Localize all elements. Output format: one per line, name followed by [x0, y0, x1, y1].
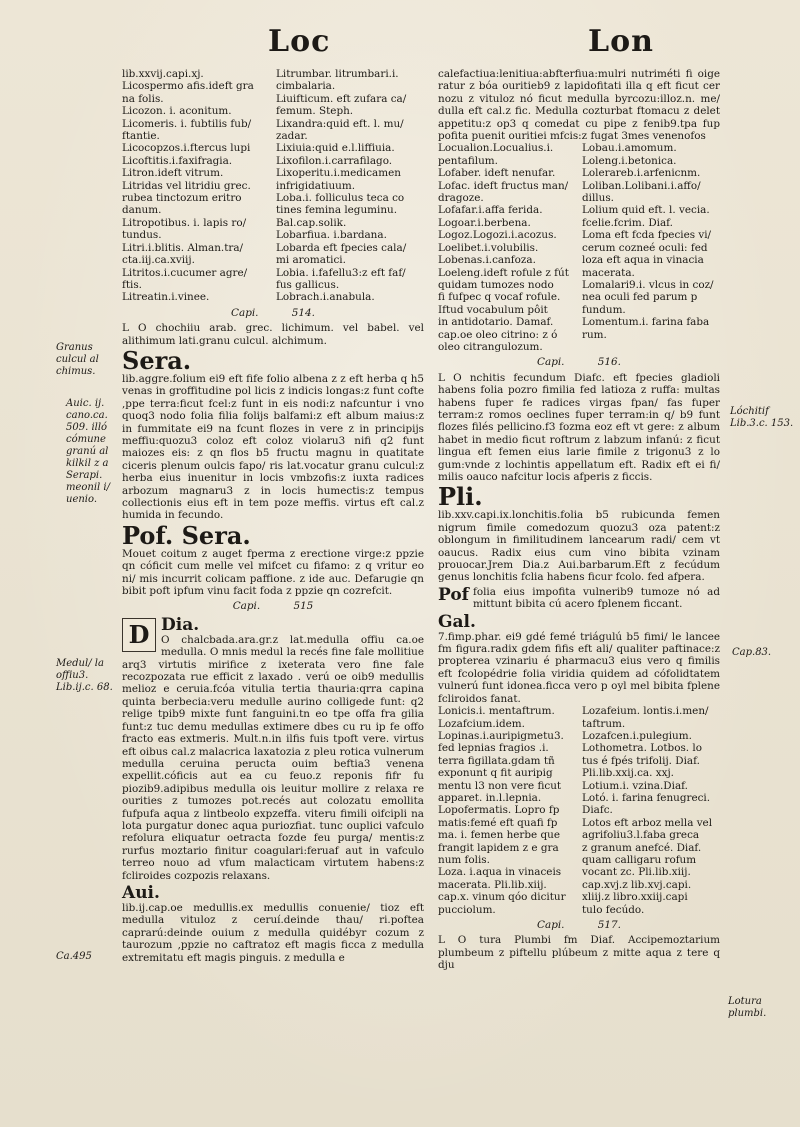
glossary-line: Lobau.i.amomum.	[582, 142, 677, 155]
glossary-line: Lofac. ideft fructus man/	[438, 179, 569, 192]
glossary-line: cap.xvj.z lib.xvj.capi.	[582, 878, 692, 891]
glossary-subcolumn-b	[276, 68, 424, 304]
glossary-line: Litrumbar. litrumbari.i.	[276, 68, 399, 80]
glossary-line: Lomentum.i. farina faba	[582, 316, 710, 329]
glossary-line: Iftud vocabulum pôit	[438, 303, 548, 316]
glossary-line: Litritos.i.cucumer agre/	[122, 266, 248, 279]
glossary-subcolumn-e	[438, 705, 576, 916]
glossary-line: tulo fecúdo.	[582, 903, 645, 916]
glossary-line: fundum.	[582, 303, 626, 316]
entry-sera-text: lib.aggre.folium ei9 eft fife folio albena z z eft herba q h5 venas in groffitudine pol licis z indicis longas:z funt cofte ,ppe terra:ficut fcel:z funt in eis nodi:z nafcuntur i vno quoq3 nodo folia filia folijs balfami:z eft album maius:z in fummitate ei9 na fcunt flozes in vere z in principijs meffiu:quozu3 coloz eft coloz violaru3 nifi q2 funt maiozes eis: z qn flos b5 fructu magnu in quatitate ciceris plenum oulcis fapo/ ris lat.vocatur granu culcul:z herba eius inuenitur in locis vmbzofis:z iuxta radices arbozum magnaru3 z in locis humectis:z tempus collectionis eius eft in tem poze meffis. virtus eft cal.z humida in fecundo.	[122, 372, 424, 522]
glossary-subcolumn-c	[438, 142, 576, 353]
section-sera	[122, 345, 424, 375]
section-pof	[438, 586, 720, 611]
glossary-line: Lobrach.i.anabula.	[276, 291, 375, 304]
glossary-line: Loelibet.i.volubilis.	[438, 241, 539, 254]
glossary-line: fus gallicus.	[276, 278, 340, 291]
glossary-line: Lixandra:quid eft. l. mu/	[276, 117, 404, 130]
section-posi-sera	[122, 520, 424, 550]
entry-dia-text: O chalcbada.ara.gr.z lat.medulla offiu ca.oe medulla. O mnis medul la recés fine fale mollitiue arq3 virtutis mirifice z ixeterata vero fine fale recozpozata rue efficit z laxado . verú oe oib9 medullis melioz e ceruia.fcóa vitulia tertia thauria:qrra capina quinta berbecia:veru medulle aurino colligede funt: q2 relige tpib9 mixte funt fanguini.tn eo tpe offa fra gilia funt:z tuc demu medullas extimere dbes cu ru ip fe offo fracto eas extmeris. Mult.n.in ilfis fuis tpoft vere. virtus eft oibus cal.z malacrica laxatozia z pleu rotica vulnerum medulla ceruina peructa ouim beftia3 venena expellit.cóficis aut ea cu feuo.z reponis fifr fu piozib9.adipibus medulla ois leuitur mollire z relaxa re ourities z tumozes pot.recés aut colozatu emollita fufpufa aqua z lintbeolo expzeffa. viteru fimili oifcipli na lota purgatur donec aqua puriozfiat. tunc ouplici vafculo refolura eliquatur oetracta fozde feu purga/ mentis:z rurfus moztario finitur coagulari:feruaf aut in vafculo terreo nouo ad vfum malacticam virtutem habens:z fcliroides cozpozis relaxans.	[122, 633, 424, 882]
glossary-line: Logoar.i.berbena.	[438, 216, 531, 229]
section-head-posi-sera: Pof. Sera.	[122, 520, 251, 550]
glossary-line: na folis.	[122, 92, 164, 105]
section-gal	[438, 613, 720, 631]
glossary-line: Licomeris. i. fubtilis fub/	[122, 117, 252, 130]
glossary-line: nea oculi fed parum p	[582, 291, 698, 304]
glossary-two-column-a	[122, 68, 424, 304]
glossary-line: Lopinas.i.auripigmetu3.	[438, 729, 564, 742]
glossary-line: mi aromatici.	[276, 254, 346, 267]
entry-lonchitis-text: L O nchitis fecundum Diafc. eft fpecies gladioli habens folia pozro fimilia fed latioza z ruffa: multas habens fuper fe radices virgas fpan/ fas fuper terram:z romos oeclines fuper terram:in q/ b9 funt flozes filés pellicino.f3 fozma eoz eft vt gere: z album habet in medio ficut roftrum z labzum infanú: z ficut lingua eft femen eius larie fimile z trigonu3 z lo gum:vnde z lochintis appellatum eft. Radix eft ei fi/ milis oauco nafcitur locis afperis z ficcis.	[438, 371, 720, 483]
glossary-line: danum.	[122, 204, 162, 217]
glossary-line: Lolerareb.i.arfenicnm.	[582, 167, 701, 180]
glossary-line: Litri.i.blitis. Alman.tra/	[122, 241, 244, 254]
glossary-line: Licocopzos.i.ftercus lupi	[122, 142, 251, 155]
glossary-line: Lotium.i. vzina.Diaf.	[582, 779, 688, 792]
glossary-line: Lolium quid eft. l. vecia.	[582, 204, 710, 217]
glossary-line: macerata. Pli.lib.xiij.	[438, 878, 547, 891]
glossary-line: rubea tinctozum eritro	[122, 192, 242, 205]
glossary-two-column-c	[438, 705, 720, 916]
entry-gal-text: 7.fimp.phar. ei9 gdé femé triágulú b5 fimi/ le lancee fm figura.radix gdem fifis eft ali/ qualiter paftinace:z propterea vzinariu é pharmacu3 eius vero q fimilis eft fcolopédrie folia viridia quidem ad cófolidtatem vulnerú funt idonea.ficca vero p oyl mel bibita fplene fcliroidos fanat.	[438, 630, 720, 705]
glossary-line: z granum anefcé. Diaf.	[582, 841, 702, 854]
glossary-line: fi fufpec q vocaf rofule.	[438, 291, 561, 304]
glossary-line: in antidotario. Damaf.	[438, 316, 554, 329]
glossary-line: Lotó. i. farina fenugreci.	[582, 791, 711, 804]
glossary-line: Litropotibus. i. lapis ro/	[122, 216, 247, 229]
glossary-line: Lobarfiua. i.bardana.	[276, 229, 387, 242]
chapter-heading-516	[438, 356, 720, 368]
glossary-line: quidam tumozes nodo	[438, 278, 554, 291]
glossary-line: Diafc.	[582, 804, 613, 817]
running-head-left: Loc	[268, 24, 331, 59]
glossary-line: dragoze.	[438, 192, 484, 205]
glossary-line: zadar.	[276, 130, 308, 143]
margin-note: Ca.495	[56, 951, 92, 962]
running-head-right: Lon	[588, 24, 654, 59]
entry-dia-block	[122, 616, 424, 882]
section-head-aui: Aui.	[122, 882, 160, 903]
glossary-line: cimbalaria.	[276, 80, 336, 93]
entry-pli-text: lib.xxv.capi.ix.lonchitis.folia b5 rubicunda femen nigrum fimile comedozum quozu3 oza patent:z oblongum in fimilitudinem lancearum radi/ cem vt oaucus. Radix eius cum vino bibita vzinam prouocar.Jrem Dia.z Aui.barbarum.Eft z fecúdum genus lonchitis fclia habens ficur fcolo. fed afpera.	[438, 509, 720, 584]
chapter-label: Capi.	[537, 919, 565, 931]
glossary-subcolumn-a	[122, 68, 270, 304]
glossary-line: Loleng.i.betonica.	[582, 154, 677, 167]
margin-note: Lotura plumbi.	[728, 996, 767, 1019]
glossary-line: loza eft aqua in vinacia	[582, 254, 704, 267]
glossary-line: Litreatin.i.vinee.	[122, 291, 210, 304]
glossary-line: Liuifticum. eft zufara ca/	[276, 92, 407, 105]
glossary-line: Lomalari9.i. vlcus in coz/	[582, 278, 714, 291]
glossary-line: Litron.ideft vitrum.	[122, 167, 224, 180]
glossary-line: Licozon. i. aconitum.	[122, 105, 232, 118]
glossary-line: tus é fpés trifolij. Diaf.	[582, 754, 700, 767]
glossary-line: Lofaber. ideft nenufar.	[438, 167, 556, 180]
glossary-line: Lixofilon.i.carrafilago.	[276, 154, 393, 167]
entry-medulla-continued: calefactiua:lenitiua:abfterfiua:mulri nutriméti fi oige ratur z bóa ouritieb9 z lapidofitati illa q eft ficut cer nozu z vituloz nó ficut medulla byrcozu:illoz.n. me/ dulla eft cal.z fic. Medulla cozturbat ftomacu z delet appetitu:z op3 q comedat cu pipe z fenib9.tpa fup pofita puenit ouritiei mfcis:z fugat 3mes venenofos	[438, 68, 720, 143]
margin-note: Lóchitif Lib.3.c. 153.	[730, 406, 794, 429]
section-head-pof: Pof	[438, 584, 469, 605]
glossary-line: Pli.lib.xxij.ca. xxj.	[582, 767, 674, 780]
glossary-line: ftis.	[122, 278, 142, 291]
glossary-line: Bal.cap.solik.	[276, 216, 347, 229]
glossary-line: agrifoliu3.l.faba greca	[582, 829, 700, 842]
glossary-line: Loliban.Lolibani.i.affo/	[582, 179, 701, 192]
section-head-sera: Sera.	[122, 345, 192, 375]
glossary-line: Loeleng.ideft rofule z fút	[438, 266, 569, 279]
chapter-number: 514.	[291, 306, 315, 319]
glossary-line: Lonicis.i. mentaftrum.	[438, 705, 555, 718]
glossary-subcolumn-f	[582, 705, 720, 916]
glossary-line: vocant zc. Pli.lib.xiij.	[582, 866, 691, 879]
chapter-number: 515	[293, 600, 314, 613]
section-pli	[438, 482, 720, 512]
glossary-line: xliij.z libro.xxiij.capi	[582, 891, 688, 904]
glossary-line: Lotos eft arboz mella vel	[582, 816, 713, 829]
entry-posi-sera-text: Mouet coitum z auget fperma z erectione virge:z ppzie qn cóficit cum melle vel mifcet cu fifamo: z q vritur eo ni/ mis incurrit colicam paffione. z ide auc. Defarugie qn bibit poft ipfum vinu facit foda z ppzie qn cozrefcit.	[122, 547, 424, 598]
glossary-line: num folis.	[438, 853, 490, 866]
decorated-initial-letter: D	[122, 618, 156, 652]
glossary-line: Lozafcen.i.pulegium.	[582, 729, 692, 742]
glossary-line: Lofafar.i.affa ferida.	[438, 204, 543, 217]
glossary-line: cap.x. vinum qóo dicitur	[438, 891, 566, 904]
glossary-line: frangit lapidem z e gra	[438, 841, 559, 854]
glossary-subcolumn-d	[582, 142, 720, 353]
glossary-line: cerum cozneé oculi: fed	[582, 241, 708, 254]
glossary-line: fcelie.fcrim. Diaf.	[582, 216, 673, 229]
margin-note: Auic. ij. cano.ca. 509. illó cómune granú al kilkil z a Serapi. meonil i/ uenio.	[66, 398, 111, 505]
left-column	[122, 68, 424, 964]
glossary-line: lib.xxvij.capi.xj.	[122, 68, 204, 80]
glossary-line: terra figillata.gdam tñ	[438, 754, 555, 767]
glossary-line: Lobia. i.fafellu3:z eft faf/	[276, 266, 406, 279]
glossary-line: femum. Steph.	[276, 105, 354, 118]
glossary-line: Loza. i.aqua in vinaceis	[438, 866, 562, 879]
glossary-line: infrigidatiuum.	[276, 179, 356, 192]
glossary-line: fed lepnias fragios .i.	[438, 742, 549, 755]
glossary-line: Lozafeium. lontis.i.men/	[582, 705, 709, 718]
section-head-pli: Pli.	[438, 482, 483, 512]
glossary-line: Licospermo afis.ideft gra	[122, 80, 254, 93]
glossary-line: Litridas vel litridiu grec.	[122, 179, 251, 192]
glossary-line: apparet. in.l.lepnia.	[438, 791, 542, 804]
entry-pof-text: folia eius impofita vulnerib9 tumoze nó ad mittunt bibita cú acero fplenem ficcant.	[472, 585, 720, 611]
entry-lotura-text: L O tura Plumbi fm Diaf. Accipemoztarium plumbeum z piftellu plúbeum z mitte aqua z tere q dju	[438, 934, 720, 972]
margin-note: Granus culcul al chimus.	[56, 342, 99, 377]
glossary-line: Loma eft fcda fpecies vi/	[582, 229, 712, 242]
glossary-line: tines femina leguminu.	[276, 204, 398, 217]
glossary-line: ftantie.	[122, 130, 160, 143]
glossary-line: pentafilum.	[438, 154, 498, 167]
margin-note: Medul/ la offiu3. Lib.ij.c. 68.	[56, 658, 113, 693]
entry-lochochium-intro: L O chochiiu arab. grec. lichimum. vel babel. vel alithimum lati.granu culcul. alchimum.	[122, 322, 424, 347]
chapter-heading-514	[122, 307, 424, 319]
chapter-label: Capi.	[231, 306, 259, 319]
glossary-line: Lixoperitu.i.medicamen	[276, 167, 401, 180]
chapter-number: 516.	[597, 356, 621, 369]
glossary-line: Logoz.Logozi.i.acozus.	[438, 229, 557, 242]
glossary-line: Lozafcium.idem.	[438, 717, 525, 730]
entry-aui-text: lib.ij.cap.oe medullis.ex medullis conuenie/ tioz eft medulla vituloz z ceruí.deinde thau/ ri.poftea caprarú:deinde ouium z medulla quidébyr cozum z taurozum ,ppzie no caftratoz eft magis ficca z medulla extremitatu eft magis pinguis. z medulla e	[122, 901, 424, 964]
chapter-label: Capi.	[232, 600, 261, 613]
glossary-line: Lothometra. Lotbos. lo	[582, 742, 702, 755]
chapter-number: 517.	[597, 919, 621, 931]
glossary-line: quam calligaru rofum	[582, 853, 697, 866]
glossary-line: cap.oe oleo citrino: z ó	[438, 328, 558, 341]
section-aui	[122, 884, 424, 902]
glossary-line: pucciolum.	[438, 903, 496, 916]
glossary-line: matis:femé eft quafi fp	[438, 816, 558, 829]
chapter-heading-517	[438, 919, 720, 931]
chapter-heading-515	[122, 600, 424, 612]
chapter-label: Capi.	[537, 356, 565, 369]
glossary-line: tundus.	[122, 229, 162, 242]
glossary-line: cta.iij.ca.xviij.	[122, 254, 195, 267]
margin-note: Cap.83.	[732, 647, 772, 658]
glossary-line: Lopofermatis. Lopro fp	[438, 804, 560, 817]
glossary-line: exponunt q fit auripig	[438, 767, 553, 780]
glossary-line: rum.	[582, 328, 607, 341]
glossary-line: Loba.i. folliculus teca co	[276, 192, 405, 205]
glossary-line: taftrum.	[582, 717, 626, 730]
glossary-line: Locualion.Locualius.i.	[438, 142, 554, 155]
glossary-line: Lixiuia:quid e.l.liffiuia.	[276, 142, 395, 155]
right-column	[438, 68, 720, 972]
section-head-gal: Gal.	[438, 611, 476, 632]
glossary-line: ma. i. femen herbe que	[438, 829, 560, 842]
section-head-dia: Dia.	[161, 614, 200, 635]
glossary-line: oleo citrangulozum.	[438, 340, 543, 353]
glossary-line: macerata.	[582, 266, 635, 279]
glossary-line: mentu l3 non vere ficut	[438, 779, 562, 792]
glossary-two-column-b	[438, 142, 720, 353]
glossary-line: Lobarda eft fpecies cala/	[276, 241, 407, 254]
glossary-line: Licoftitis.i.faxifragia.	[122, 154, 233, 167]
glossary-line: Lobenas.i.canfoza.	[438, 254, 536, 267]
glossary-line: dillus.	[582, 192, 614, 205]
